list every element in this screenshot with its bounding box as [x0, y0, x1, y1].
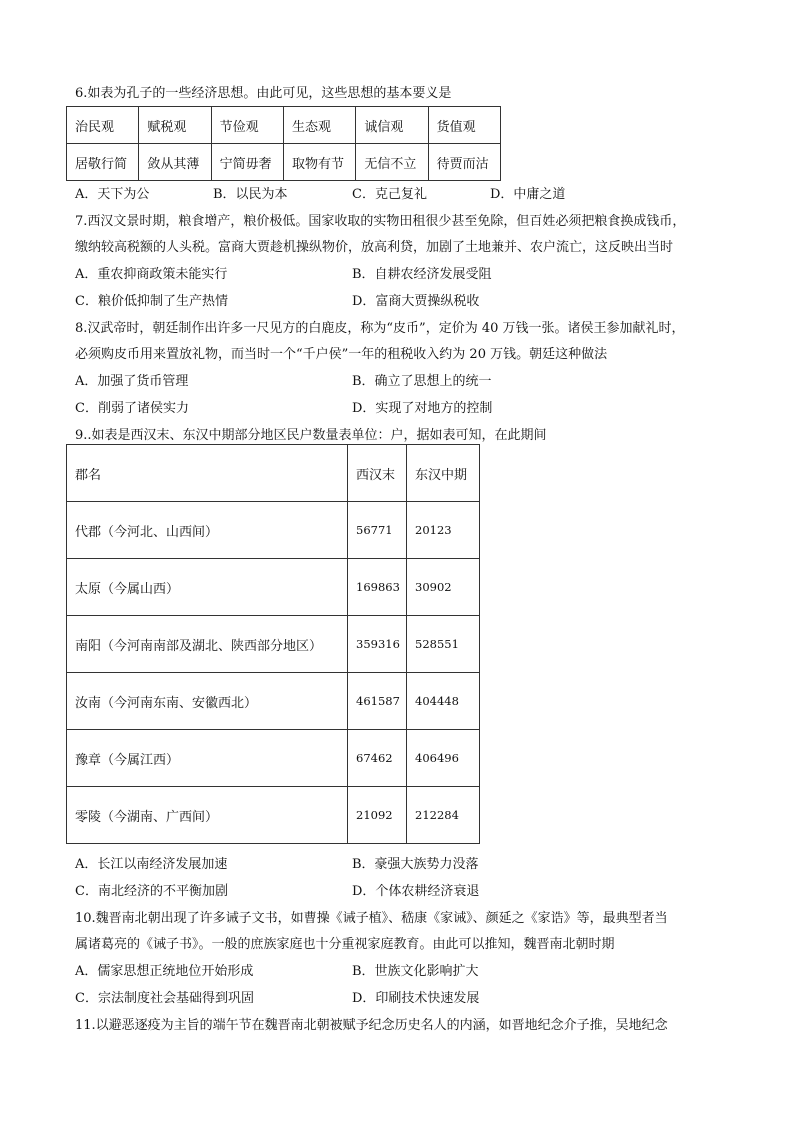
column-header: 郡名: [67, 445, 348, 502]
q7-stem-line-1: 7.西汉文景时期，粮食增产，粮价极低。国家收取的实物田租很少甚至免除，但百姓必须把粮食换成钱币，: [75, 214, 686, 229]
table-row: [67, 107, 501, 144]
q10-stem-line-1: 10.魏晋南北朝出现了许多诫子文书，如曹操《诫子植》、嵇康《家诫》、颜延之《家诰》等，最典型者当: [75, 911, 668, 926]
table-cell: 生态观: [283, 107, 355, 144]
q7-option-c: C．粮价低抑制了生产热情: [75, 294, 228, 309]
q6-option-b: B．以民为本: [213, 187, 288, 202]
q9-option-a: A．长江以南经济发展加速: [75, 857, 228, 872]
table-row: [67, 787, 480, 844]
table-cell: 21092: [348, 787, 407, 844]
q6-option-a: A．天下为公: [75, 187, 150, 202]
table-cell: 406496: [407, 730, 480, 787]
table-row: [67, 673, 480, 730]
q10-option-d: D．印刷技术快速发展: [352, 991, 480, 1006]
q7-stem-line-2: 缴纳较高税额的人头税。富商大贾趁机操纵物价，放高利贷，加剧了土地兼并、农户流亡，这反映出当时: [75, 240, 674, 255]
q8-option-b: B．确立了思想上的统一: [352, 374, 492, 389]
column-header: 西汉末: [348, 445, 407, 502]
table-cell: 宁简毋奢: [211, 144, 283, 181]
column-header: 东汉中期: [407, 445, 480, 502]
q6-stem: 6.如表为孔子的一些经济思想。由此可见，这些思想的基本要义是: [75, 86, 452, 101]
table-cell: 67462: [348, 730, 407, 787]
q10-option-a: A．儒家思想正统地位开始形成: [75, 964, 254, 979]
table-cell: 治民观: [67, 107, 139, 144]
q9-stem: 9..如表是西汉末、东汉中期部分地区民户数量表单位：户，据如表可知，在此期间: [75, 428, 547, 443]
q8-option-d: D．实现了对地方的控制: [352, 401, 493, 416]
table-cell: 敛从其薄: [139, 144, 211, 181]
table-cell: 359316: [348, 616, 407, 673]
q8-option-c: C．削弱了诸侯实力: [75, 401, 189, 416]
q6-table: [66, 106, 501, 181]
q8-stem-line-1: 8.汉武帝时，朝廷制作出许多一尺见方的白鹿皮，称为“皮币”，定价为 40 万钱一张。诸侯王参加献礼时，: [75, 321, 685, 336]
table-cell: 货值观: [428, 107, 500, 144]
table-cell: 30902: [407, 559, 480, 616]
table-cell: 待贾而沽: [428, 144, 500, 181]
table-cell: 528551: [407, 616, 480, 673]
table-row: [67, 559, 480, 616]
table-cell: 赋税观: [139, 107, 211, 144]
q8-stem-line-2: 必须购皮币用来置放礼物，而当时一个“千户侯”一年的租税收入约为 20 万钱。朝廷这种做法: [75, 347, 608, 362]
table-cell: 诚信观: [356, 107, 428, 144]
table-cell: 代郡（今河北、山西间）: [67, 502, 348, 559]
table-row: [67, 502, 480, 559]
q9-table: [66, 444, 480, 844]
table-cell: 南阳（今河南南部及湖北、陕西部分地区）: [67, 616, 348, 673]
table-cell: 212284: [407, 787, 480, 844]
table-row: [67, 730, 480, 787]
table-cell: 零陵（今湖南、广西间）: [67, 787, 348, 844]
table-cell: 56771: [348, 502, 407, 559]
q8-option-a: A．加强了货币管理: [75, 374, 189, 389]
table-cell: 取物有节: [283, 144, 355, 181]
table-cell: 无信不立: [356, 144, 428, 181]
table-cell: 20123: [407, 502, 480, 559]
q6-option-c: C．克己复礼: [352, 187, 427, 202]
q11-stem: 11.以避恶逐疫为主旨的端午节在魏晋南北朝被赋予纪念历史名人的内涵，如晋地纪念介子推，吴地纪念: [75, 1018, 668, 1033]
q9-option-d: D．个体农耕经济衰退: [352, 884, 480, 899]
q7-option-d: D．富商大贾操纵税收: [352, 294, 480, 309]
q10-option-b: B．世族文化影响扩大: [352, 964, 479, 979]
table-header-row: [67, 445, 480, 502]
q10-option-c: C．宗法制度社会基础得到巩固: [75, 991, 254, 1006]
q7-option-b: B．自耕农经济发展受阻: [352, 267, 492, 282]
table-cell: 豫章（今属江西）: [67, 730, 348, 787]
table-cell: 404448: [407, 673, 480, 730]
table-cell: 居敬行简: [67, 144, 139, 181]
q6-option-d: D．中庸之道: [490, 187, 566, 202]
table-cell: 太原（今属山西）: [67, 559, 348, 616]
table-cell: 461587: [348, 673, 407, 730]
table-cell: 节俭观: [211, 107, 283, 144]
q9-option-c: C．南北经济的不平衡加剧: [75, 884, 228, 899]
table-cell: 169863: [348, 559, 407, 616]
q7-option-a: A．重农抑商政策未能实行: [75, 267, 228, 282]
table-row: [67, 616, 480, 673]
table-cell: 汝南（今河南东南、安徽西北）: [67, 673, 348, 730]
table-row: [67, 144, 501, 181]
q9-option-b: B．豪强大族势力没落: [352, 857, 479, 872]
q10-stem-line-2: 属诸葛亮的《诫子书》。一般的庶族家庭也十分重视家庭教育。由此可以推知，魏晋南北朝时期: [75, 937, 615, 952]
